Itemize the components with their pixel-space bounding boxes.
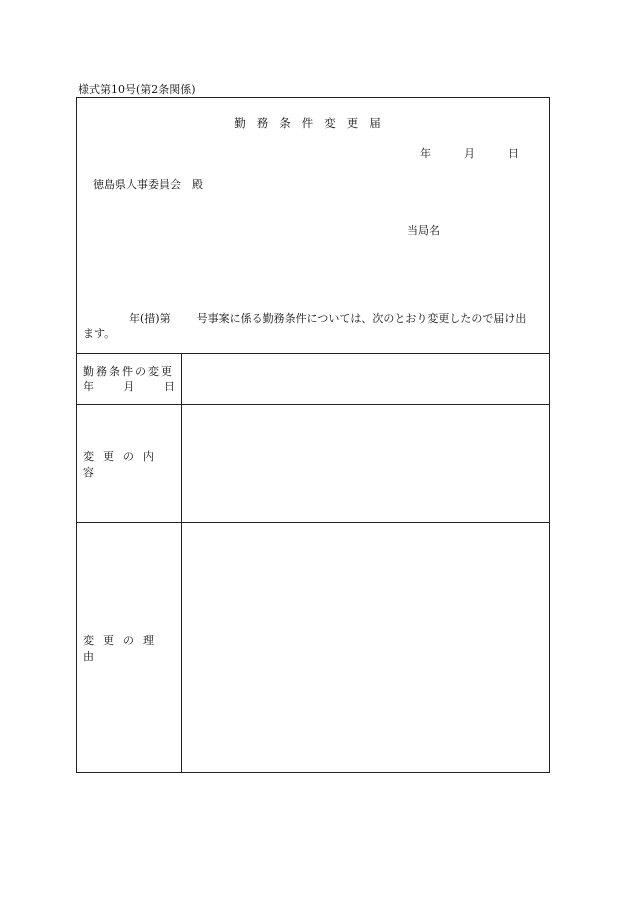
change-date-label: [77, 354, 182, 404]
submission-date: [420, 145, 519, 161]
sender-label: 当局名: [407, 224, 440, 237]
change-date-label-line1: 勤務条件の変更: [83, 365, 174, 378]
addressee: 徳島県人事委員会 殿: [93, 178, 203, 191]
change-content-label: 変更の内容: [77, 405, 182, 522]
row-change-reason: [77, 522, 549, 772]
body-line1-suffix: 号事案に係る勤務条件については、次のとおり変更したので届け出: [196, 312, 527, 325]
change-date-day: 日: [164, 380, 175, 393]
document-title: 勤務条件変更届: [234, 116, 392, 130]
date-month-label: 月: [464, 147, 475, 160]
row-change-content: [77, 404, 549, 522]
change-date-month: 月: [123, 380, 135, 393]
form-frame: [76, 97, 550, 773]
date-year-label: 年: [420, 147, 431, 160]
change-reason-label: 変更の理由: [77, 523, 182, 772]
row-change-date: [77, 353, 549, 404]
change-date-year: 年: [83, 380, 94, 393]
body-text: [83, 311, 543, 341]
body-line1-prefix: 年(措)第: [129, 312, 171, 325]
body-line2: ます。: [83, 327, 116, 340]
date-day-label: 日: [508, 147, 519, 160]
form-number: 様式第10号(第2条関係): [78, 83, 196, 96]
